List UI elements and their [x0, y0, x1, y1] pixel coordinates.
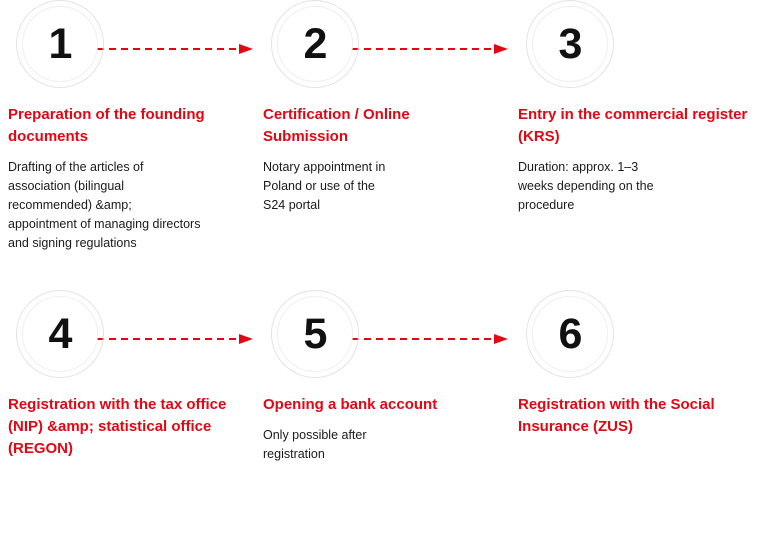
step-6-badge — [526, 290, 616, 380]
step-5-number: 5 — [303, 310, 327, 358]
step-3-badge — [526, 0, 616, 90]
step-2-description-line: S24 portal — [263, 198, 320, 212]
step-1-badge — [16, 0, 106, 90]
step-3-description-line: weeks depending on the — [518, 179, 654, 193]
step-1 — [8, 0, 253, 253]
step-6-number: 6 — [558, 310, 582, 358]
step-5-description — [263, 426, 478, 464]
step-5-texts — [263, 394, 508, 464]
step-4-badge — [16, 290, 106, 380]
step-2-description-line: Notary appointment in — [263, 160, 386, 174]
step-3-description-line: Duration: approx. 1–3 — [518, 160, 639, 174]
step-2-description — [263, 158, 478, 215]
step-1-description-line: and signing regulations — [8, 236, 137, 250]
step-1-description-line: recommended) &amp; — [8, 198, 132, 212]
step-1-title: Preparation of the founding documents — [8, 106, 205, 145]
step-1-description-line: Drafting of the articles of — [8, 160, 144, 174]
step-3-description — [518, 158, 733, 215]
step-5-description-line: Only possible after — [263, 428, 367, 442]
step-2-title: Certification / Online Submission — [263, 106, 410, 145]
step-6 — [518, 290, 757, 448]
step-1-number: 1 — [48, 20, 72, 68]
step-3-description-line: procedure — [518, 198, 575, 212]
step-4-number: 4 — [48, 310, 72, 358]
step-1-description-line: appointment of managing directors — [8, 217, 201, 231]
step-5-badge — [271, 290, 361, 380]
step-6-title: Registration with the Social Insurance (ZUS) — [518, 396, 715, 435]
step-4-title: Registration with the tax office (NIP) &amp; statistical office (REGON) — [8, 396, 227, 457]
step-1-texts — [8, 104, 253, 253]
step-4-texts — [8, 394, 253, 460]
step-5-description-line: registration — [263, 447, 325, 461]
step-4 — [8, 290, 253, 470]
step-2-badge — [271, 0, 361, 90]
step-3 — [518, 0, 757, 215]
step-3-number: 3 — [558, 20, 582, 68]
step-1-description — [8, 158, 223, 253]
step-5 — [263, 290, 508, 464]
step-1-description-line: association (bilingual — [8, 179, 125, 193]
step-2-description-line: Poland or use of the — [263, 179, 375, 193]
step-5-title: Opening a bank account — [263, 396, 438, 413]
step-3-title: Entry in the commercial register (KRS) — [518, 106, 748, 145]
step-6-texts — [518, 394, 757, 438]
step-2-texts — [263, 104, 508, 215]
step-2-number: 2 — [303, 20, 327, 68]
step-2 — [263, 0, 508, 215]
step-3-texts — [518, 104, 757, 215]
